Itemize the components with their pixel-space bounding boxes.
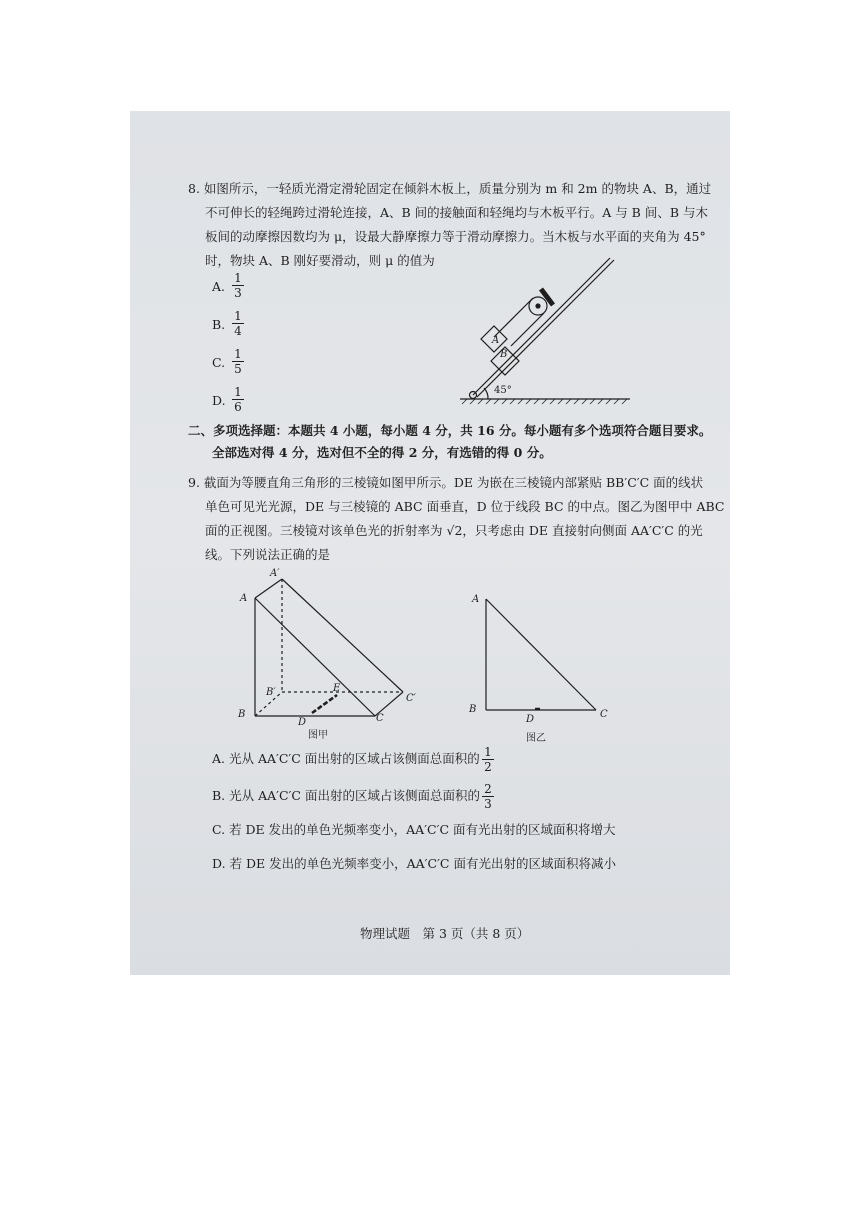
fig-jia-label-b1: B′: [266, 687, 276, 698]
block-b-label: B: [500, 349, 508, 360]
fig-jia-label-d: D: [298, 717, 307, 728]
fig-yi-label-b: B: [469, 704, 477, 715]
section2-heading-line2: 全部选对得 4 分，选对但不全的得 2 分，有选错的得 0 分。: [212, 445, 552, 460]
q9-option-b-fraction: [482, 782, 494, 811]
fig-jia-label-b: B: [238, 709, 246, 720]
fig-jia-label-a: A: [240, 593, 248, 604]
block-a-label: A: [492, 335, 500, 346]
q8-option-a-den: 3: [234, 286, 242, 300]
q8-option-c-label: C.: [212, 355, 226, 370]
q9-option-a-den: 2: [484, 760, 492, 774]
fig-jia-caption: 图甲: [308, 730, 328, 741]
q9-option-a-fraction: [482, 745, 494, 774]
page-footer: 物理试题 第 3 页（共 8 页）: [360, 926, 530, 941]
fig-yi-label-d: D: [526, 714, 535, 725]
q9-option-d: D. 若 DE 发出的单色光频率变小，AA′C′C 面有光出射的区域面积将减小: [212, 856, 616, 871]
q8-line4: 时，物块 A、B 刚好要滑动，则 μ 的值为: [205, 253, 435, 268]
q8-line1: 8. 如图所示，一轻质光滑定滑轮固定在倾斜木板上，质量分别为 m 和 2m 的物块 A、B，通过: [188, 181, 712, 196]
fig-jia-label-a1: A′: [270, 568, 280, 579]
q8-option-b-label: B.: [212, 317, 226, 332]
q9-line2: 单色可见光光源，DE 与三棱镜的 ABC 面垂直，D 位于线段 BC 的中点。图乙为图甲中 ABC: [205, 499, 725, 514]
q9-option-a-num: 1: [482, 745, 494, 760]
q8-option-c-den: 5: [234, 362, 242, 376]
q8-option-a-label: A.: [212, 279, 226, 294]
fig-yi-label-c: C: [600, 709, 608, 720]
fig-jia-label-c: C: [376, 713, 384, 724]
q8-option-d-den: 6: [234, 400, 242, 414]
q9-line1: 9. 截面为等腰直角三角形的三棱镜如图甲所示。DE 为嵌在三棱镜内部紧贴 BB′C′C 面的线状: [188, 475, 704, 490]
q8-line3: 板间的动摩擦因数均为 μ，设最大静摩擦力等于滑动摩擦力。当木板与水平面的夹角为 45°: [205, 229, 706, 244]
section2-heading-line1: 二、多项选择题：本题共 4 小题，每小题 4 分，共 16 分。每小题有多个选项符合题目要求。: [188, 423, 712, 438]
q9-option-b-den: 3: [484, 797, 492, 811]
q9-line3: 面的正视图。三棱镜对该单色光的折射率为 √2，只考虑由 DE 直接射向侧面 AA′C′C 的光: [205, 523, 703, 538]
prism-figure-jia: [255, 579, 403, 716]
triangle-figure-yi: [486, 599, 596, 710]
q9-option-c: C. 若 DE 发出的单色光频率变小，AA′C′C 面有光出射的区域面积将增大: [212, 822, 616, 837]
q9-option-a: A. 光从 AA′C′C 面出射的区域占该侧面总面积的: [212, 751, 480, 766]
exam-page: [130, 111, 730, 975]
q8-line2: 不可伸长的轻绳跨过滑轮连接，A、B 间的接触面和轻绳均与木板平行。A 与 B 间、B 与木: [205, 205, 708, 220]
q8-option-a-num: 1: [232, 271, 244, 286]
q8-option-b-num: 1: [232, 309, 244, 324]
q9-option-b: B. 光从 AA′C′C 面出射的区域占该侧面总面积的: [212, 788, 480, 803]
fig-yi-label-a: A: [472, 594, 480, 605]
light-source-de: [312, 695, 337, 713]
q9-line4: 线。下列说法正确的是: [205, 547, 331, 562]
fig-jia-label-e: E: [333, 683, 341, 694]
q9-option-b-num: 2: [482, 782, 494, 797]
angle-label: 45°: [494, 385, 512, 396]
q8-option-c-num: 1: [232, 347, 244, 362]
q8-option-d-label: D.: [212, 393, 226, 408]
fig-yi-caption: 图乙: [526, 733, 546, 744]
fig-jia-label-c1: C′: [406, 693, 416, 704]
q9-figures: [130, 111, 730, 975]
q8-option-b-den: 4: [234, 324, 242, 338]
q8-option-d-num: 1: [232, 385, 244, 400]
